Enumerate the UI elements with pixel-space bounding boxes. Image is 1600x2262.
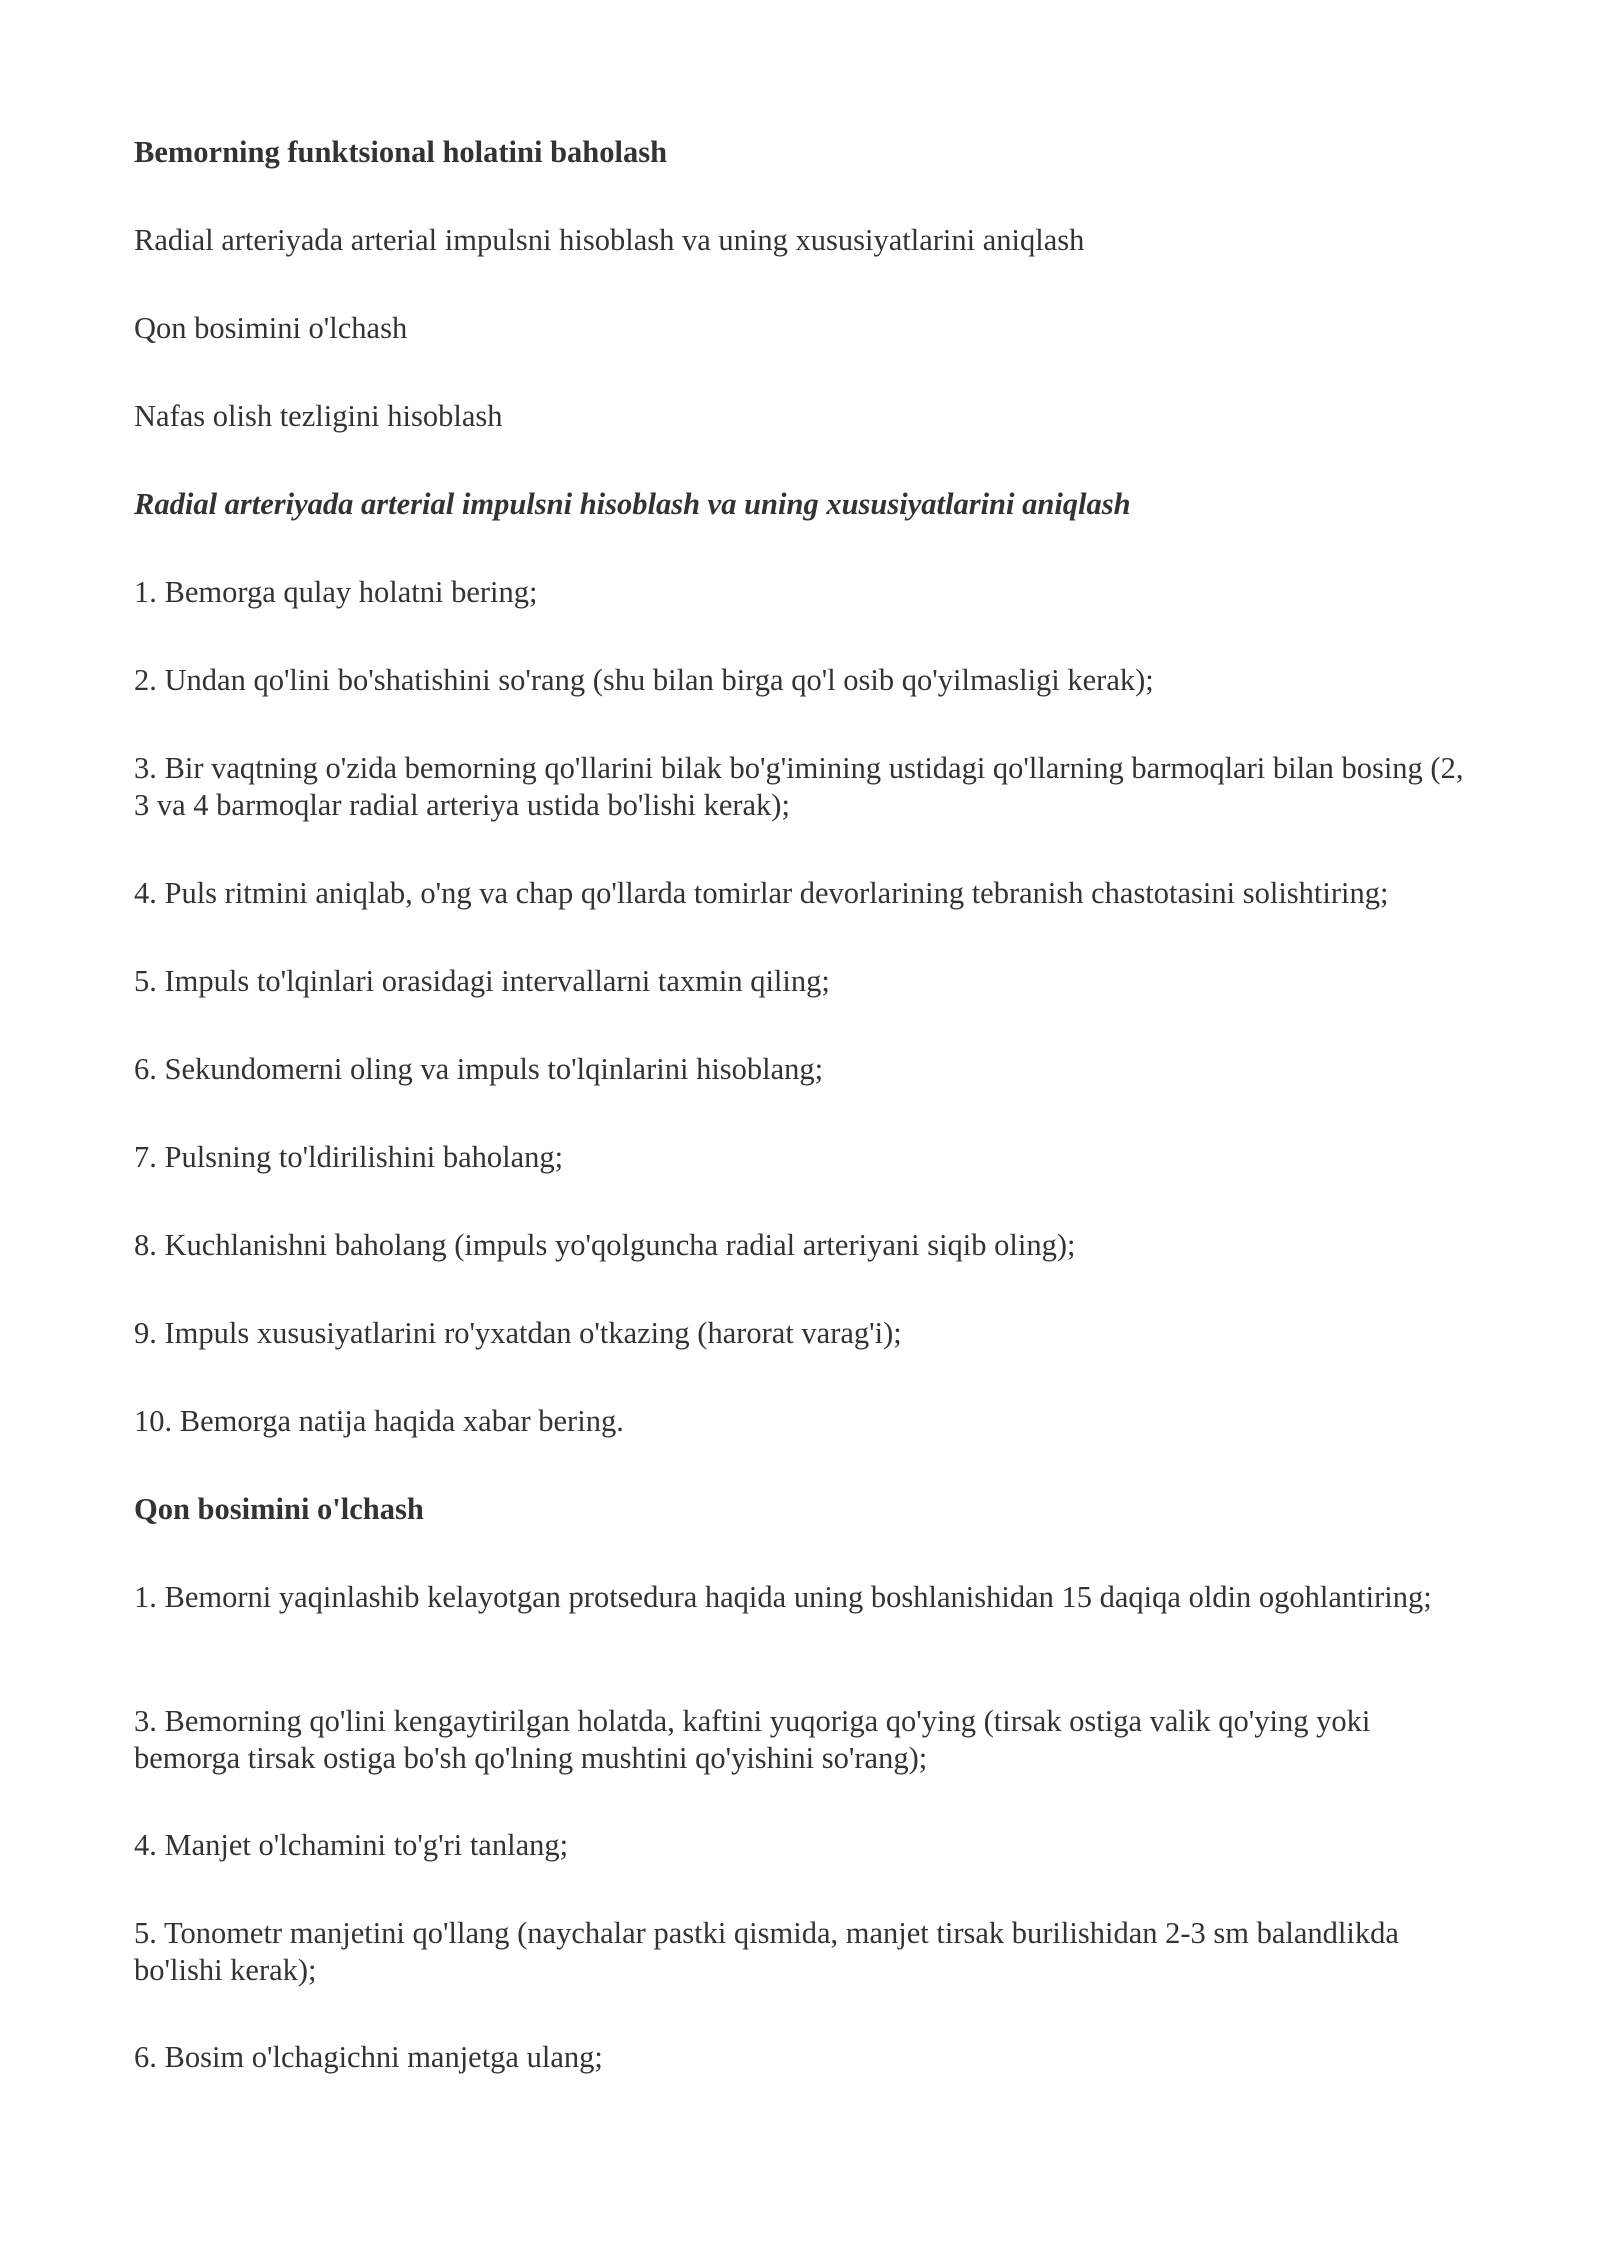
list-item: 8. Kuchlanishni baholang (impuls yo'qolguncha radial arteriyani siqib oling); bbox=[134, 1228, 1076, 1262]
section-heading-blood-pressure: Qon bosimini o'lchash bbox=[134, 1492, 424, 1526]
list-item: 2. Undan qo'lini bo'shatishini so'rang (shu bilan birga qo'l osib qo'yilmasligi kerak); bbox=[134, 663, 1154, 697]
section-heading-pulse: Radial arteriyada arterial impulsni hisoblash va uning xususiyatlarini aniqlash bbox=[134, 487, 1131, 521]
list-item: 1. Bemorni yaqinlashib kelayotgan protsedura haqida uning boshlanishidan 15 daqiqa oldin ogohlantiring; bbox=[134, 1580, 1432, 1614]
document-title: Bemorning funktsional holatini baholash bbox=[134, 135, 668, 169]
list-item: 3. Bemorning qo'lini kengaytirilgan holatda, kaftini yuqoriga qo'ying (tirsak ostiga valik qo'ying yoki bemorga tirsak ostiga bo'sh qo'lning mushtini qo'yishini so'rang); bbox=[134, 1704, 1371, 1775]
list-item: 4. Manjet o'lchamini to'g'ri tanlang; bbox=[134, 1828, 569, 1862]
list-item: 6. Bosim o'lchagichni manjetga ulang; bbox=[134, 2040, 603, 2074]
toc-item: Radial arteriyada arterial impulsni hisoblash va uning xususiyatlarini aniqlash bbox=[134, 223, 1085, 257]
toc-item: Nafas olish tezligini hisoblash bbox=[134, 399, 503, 433]
list-item: 3. Bir vaqtning o'zida bemorning qo'llarini bilak bo'g'imining ustidagi qo'llarning barmoqlari bilan bosing (2, 3 va 4 barmoqlar radial arteriya ustida bo'lishi kerak); bbox=[134, 751, 1464, 822]
list-item: 5. Tonometr manjetini qo'llang (naychalar pastki qismida, manjet tirsak burilishidan 2-3 sm balandlikda bo'lishi kerak); bbox=[134, 1916, 1399, 1987]
list-item: 1. Bemorga qulay holatni bering; bbox=[134, 575, 538, 609]
list-item: 7. Pulsning to'ldirilishini baholang; bbox=[134, 1140, 564, 1174]
list-item: 9. Impuls xususiyatlarini ro'yxatdan o'tkazing (harorat varag'i); bbox=[134, 1316, 902, 1350]
list-item: 6. Sekundomerni oling va impuls to'lqinlarini hisoblang; bbox=[134, 1052, 824, 1086]
list-item: 10. Bemorga natija haqida xabar bering. bbox=[134, 1404, 624, 1438]
toc-item: Qon bosimini o'lchash bbox=[134, 311, 408, 345]
list-item: 4. Puls ritmini aniqlab, o'ng va chap qo'llarda tomirlar devorlarining tebranish chastotasini solishtiring; bbox=[134, 876, 1389, 910]
list-item: 5. Impuls to'lqinlari orasidagi intervallarni taxmin qiling; bbox=[134, 964, 830, 998]
